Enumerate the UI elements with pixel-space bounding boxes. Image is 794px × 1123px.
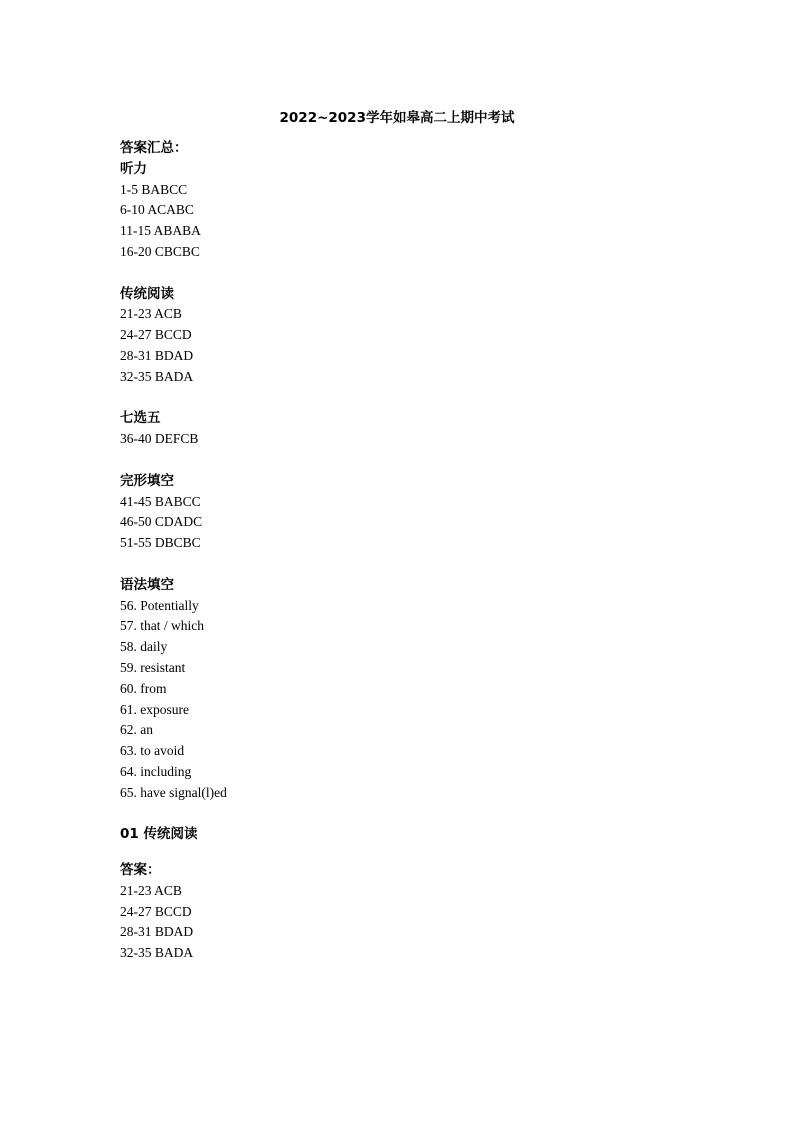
listening-answer-line: 6-10 ACABC bbox=[120, 202, 194, 218]
grammar-answer-line: 62. an bbox=[120, 722, 153, 738]
grammar-answer-line: 64. including bbox=[120, 763, 192, 779]
cloze-answer-line: 41-45 BABCC bbox=[120, 493, 201, 509]
grammar-answer-line: 65. have signal(l)ed bbox=[120, 784, 227, 800]
section-01-answer-line: 24-27 BCCD bbox=[120, 903, 192, 919]
grammar-answer-line: 60. from bbox=[120, 680, 167, 696]
document-title: 2022~2023学年如皋高二上期中考试 bbox=[279, 110, 515, 126]
section-01-heading: 01 传统阅读 bbox=[120, 826, 198, 843]
listening-answer-line: 11-15 ABABA bbox=[120, 223, 201, 239]
grammar-answer-line: 63. to avoid bbox=[120, 743, 185, 759]
summary-heading: 答案汇总： bbox=[120, 140, 188, 156]
cloze-answer-line: 51-55 DBCBC bbox=[120, 535, 201, 551]
section-01-answer-line: 21-23 ACB bbox=[120, 882, 182, 898]
reading-answer-line: 24-27 BCCD bbox=[120, 327, 192, 343]
grammar-answer-line: 57. that / which bbox=[120, 618, 204, 634]
grammar-answer-line: 56. Potentially bbox=[120, 597, 199, 613]
cloze-heading: 完形填空 bbox=[120, 472, 174, 489]
cloze-answer-line: 46-50 CDADC bbox=[120, 514, 203, 530]
grammar-heading: 语法填空 bbox=[120, 576, 174, 593]
listening-answer-line: 1-5 BABCC bbox=[120, 181, 188, 197]
seven-choose-five-answer-line: 36-40 DEFCB bbox=[120, 431, 199, 447]
grammar-answer-line: 58. daily bbox=[120, 639, 168, 655]
listening-heading: 听力 bbox=[120, 160, 147, 177]
reading-answer-line: 32-35 BADA bbox=[120, 368, 194, 384]
grammar-answer-line: 61. exposure bbox=[120, 701, 189, 717]
document-body bbox=[120, 138, 720, 964]
reading-heading: 传统阅读 bbox=[120, 285, 174, 302]
section-01-answer-line: 32-35 BADA bbox=[120, 945, 194, 961]
listening-answer-line: 16-20 CBCBC bbox=[120, 243, 200, 259]
section-01-answer-line: 28-31 BDAD bbox=[120, 924, 194, 940]
section-01-answer-label: 答案： bbox=[120, 862, 161, 879]
seven-choose-five-heading: 七选五 bbox=[120, 410, 161, 427]
reading-answer-line: 21-23 ACB bbox=[120, 306, 182, 322]
grammar-answer-line: 59. resistant bbox=[120, 659, 186, 675]
reading-answer-line: 28-31 BDAD bbox=[120, 347, 194, 363]
